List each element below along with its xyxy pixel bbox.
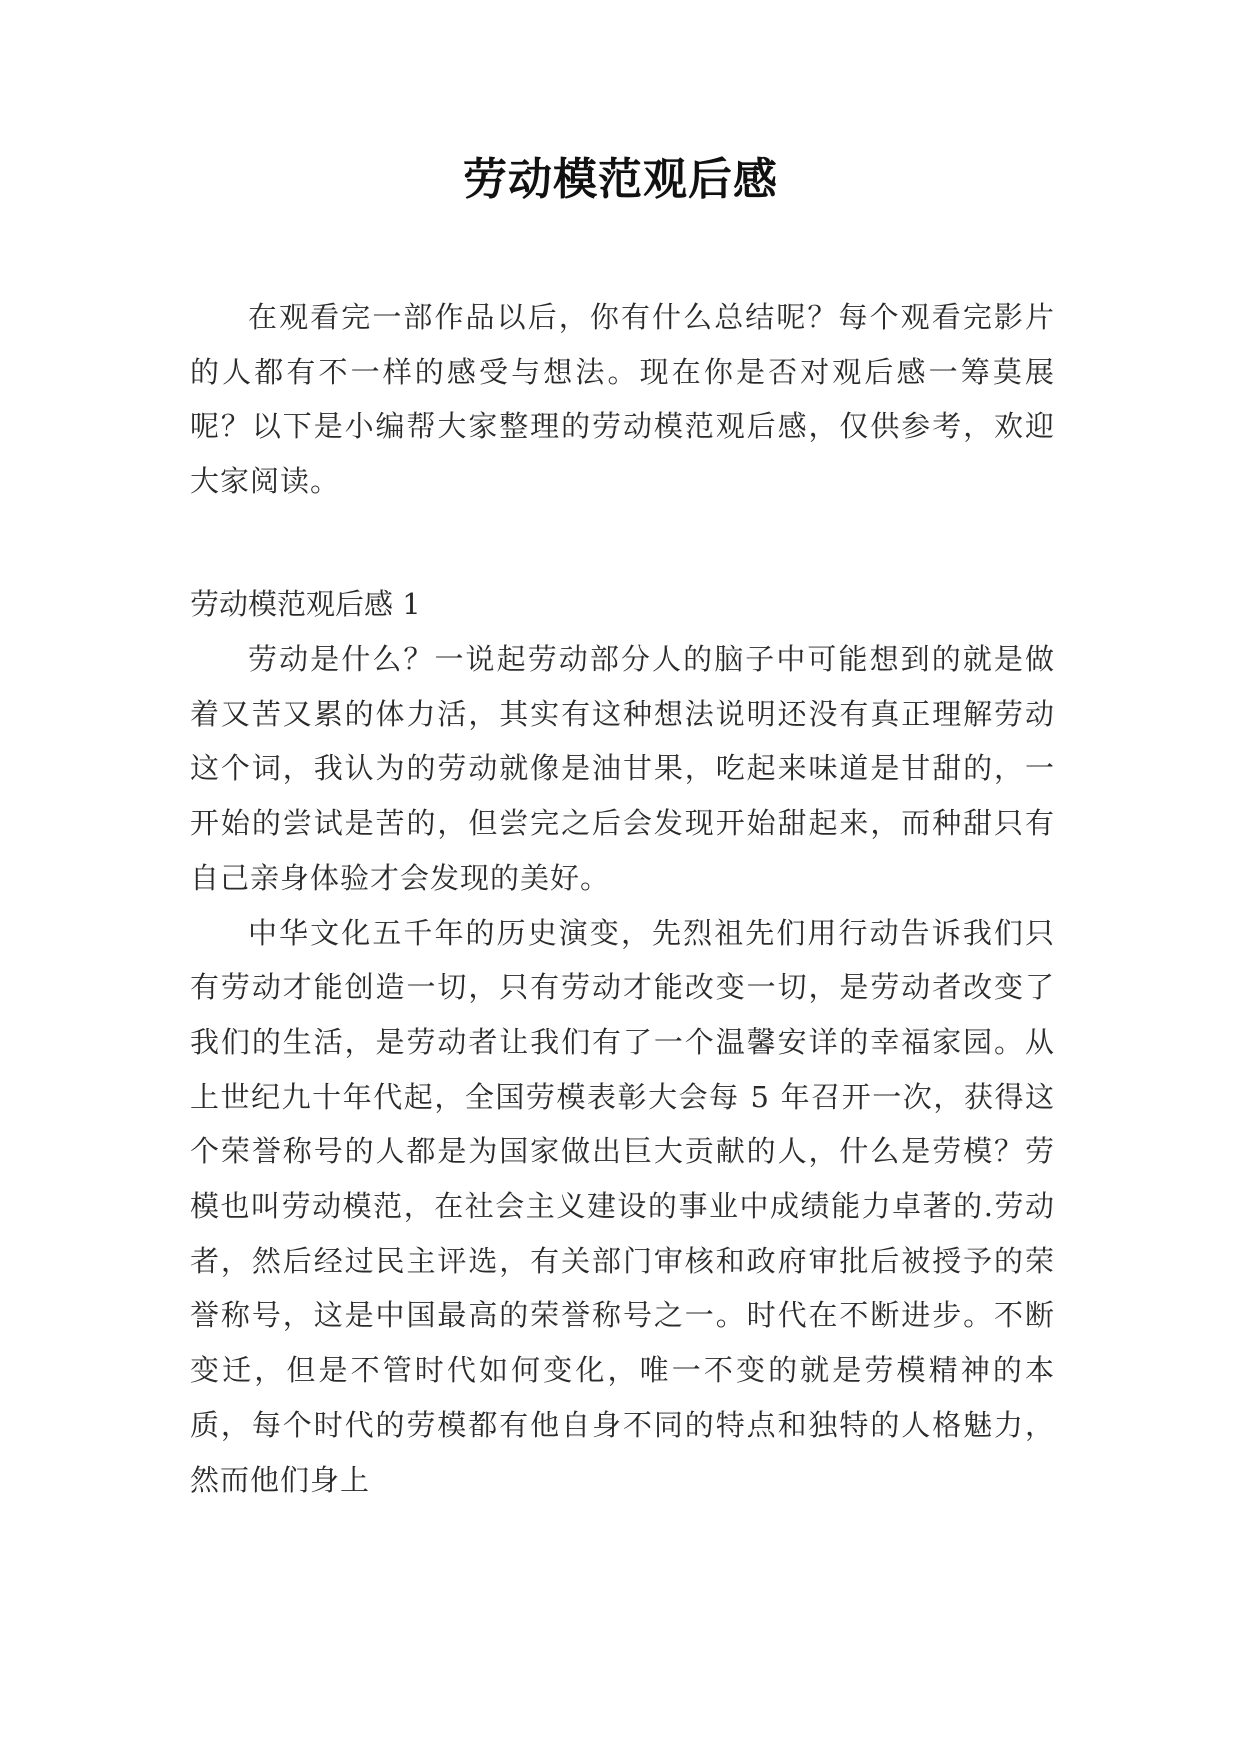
- body-paragraph-2: 中华文化五千年的历史演变，先烈祖先们用行动告诉我们只有劳动才能创造一切，只有劳动才能改变一切，是劳动者改变了我们的生活，是劳动者让我们有了一个温馨安详的幸福家园。从上世纪九十年代起，全国劳模表彰大会每 5 年召开一次，获得这个荣誉称号的人都是为国家做出巨大贡献的人，什么是劳模？劳模也叫劳动模范，在社会主义建设的事业中成绩能力卓著的.劳动者，然后经过民主评选，有关部门审核和政府审批后被授予的荣誉称号，这是中国最高的荣誉称号之一。时代在不断进步。不断变迁，但是不管时代如何变化，唯一不变的就是劳模精神的本质，每个时代的劳模都有他自身不同的特点和独特的人格魅力，然而他们身上: [190, 915, 1055, 1497]
- intro-section: [190, 290, 1055, 509]
- intro-paragraph: 在观看完一部作品以后，你有什么总结呢？每个观看完影片的人都有不一样的感受与想法。现在你是否对观后感一筹莫展呢？以下是小编帮大家整理的劳动模范观后感，仅供参考，欢迎大家阅读。: [190, 300, 1055, 499]
- section-body: [190, 632, 1055, 1507]
- document-title: 劳动模范观后感: [463, 154, 778, 205]
- section-heading: 劳动模范观后感 1: [190, 587, 421, 621]
- body-paragraph-1: 劳动是什么？一说起劳动部分人的脑子中可能想到的就是做着又苦又累的体力活，其实有这种想法说明还没有真正理解劳动这个词，我认为的劳动就像是油甘果，吃起来味道是甘甜的，一开始的尝试是苦的，但尝完之后会发现开始甜起来，而种甜只有自己亲身体验才会发现的美好。: [190, 642, 1055, 895]
